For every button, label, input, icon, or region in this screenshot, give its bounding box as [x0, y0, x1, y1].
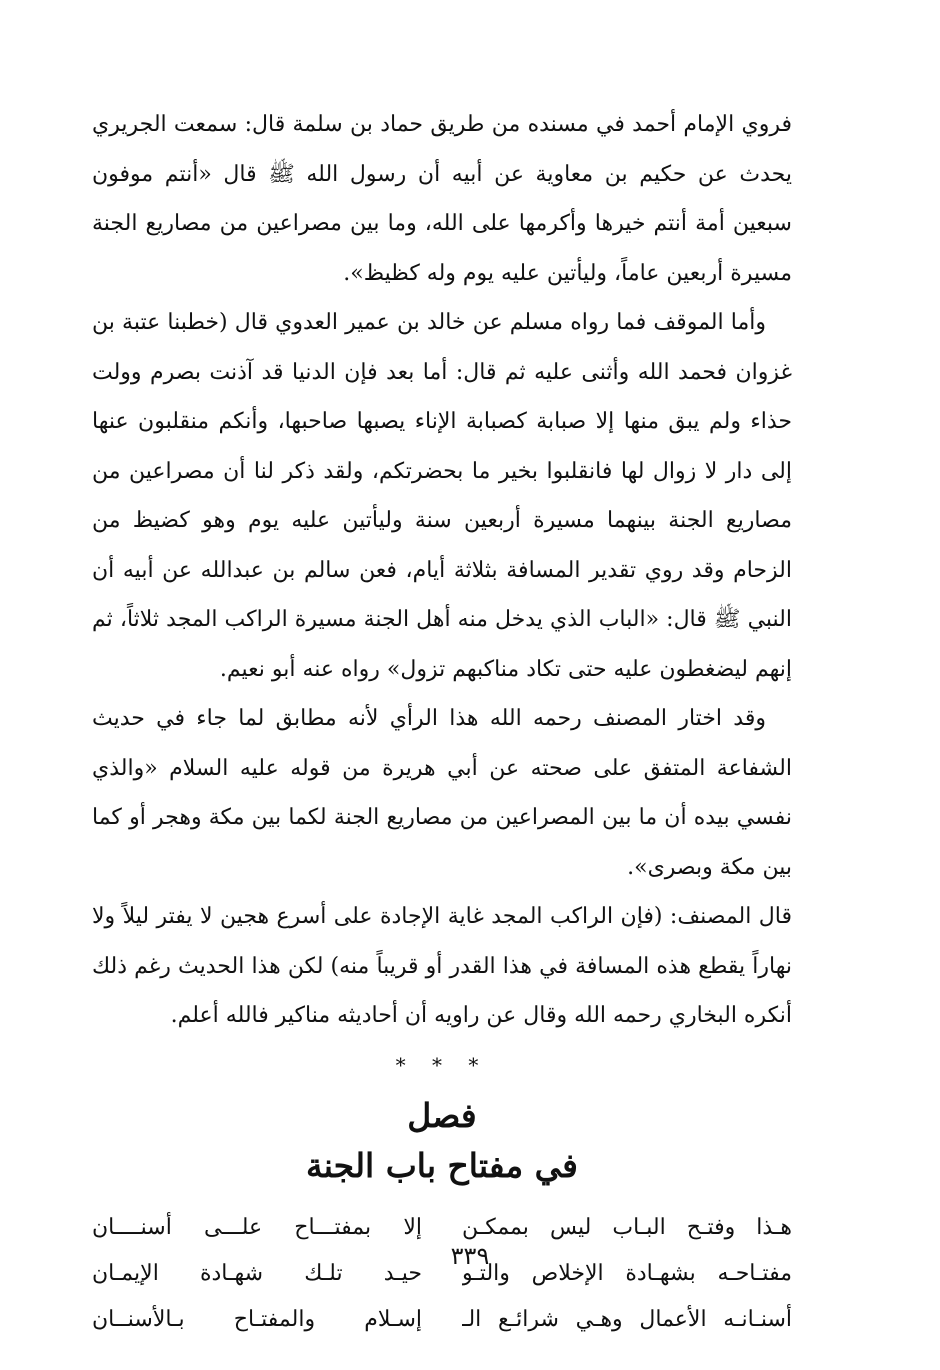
verse-second-hemistich: إسـلام والمفتـاح بـالأسنــان — [92, 1306, 422, 1332]
verse-second-hemistich: حيـد تلـك شهـادة الإيمـان — [92, 1260, 422, 1286]
paragraph-mawquf: وأما الموقف فما رواه مسلم عن خالد بن عمير العدوي قال (خطبنا عتبة بن غزوان فحمد الله وأثنى عليه ثم قال: أما بعد فإن الدنيا قد آذنت بصرم وولت حذاء ولم يبق منها إلا صبابة كصبابة الإناء يصبها صاحبها، وأنكم منقلبون عنها إلى دار لا زوال لها فانقلبوا بخير ما بحضرتكم، ولقد ذكر لنا أن مصراعين من مصاريع الجنة بينهما مسيرة أربعين سنة وليأتين عليه يوم وهو كضيظ من الزحام وقد روي تقدير المسافة بثلاثة أيام، فعن سالم بن عبدالله عن أبيه أن النبي ﷺ قال: «الباب الذي يدخل منه أهل الجنة مسيرة الراكب المجد ثلاثاً، ثم إنهم ليضغطون عليه حتى تكاد مناكبهم تزول» رواه عنه أبو نعيم. — [92, 310, 792, 682]
section-subtitle: في مفتاح باب الجنة — [306, 1145, 578, 1185]
paragraph-musannif-said: قال المصنف: (فإن الراكب المجد غاية الإجادة على أسرع هجين لا يفتر ليلاً ولا نهاراً يقطع هذه المسافة في هذا القدر أو قريباً منه) لكن هذا الحديث رغم ذلك أنكره البخاري رحمه الله وقال عن راويه أن أحاديثه مناكير فالله أعلم. — [92, 904, 792, 1028]
paragraph-musannif-choice: وقد اختار المصنف رحمه الله هذا الرأي لأنه مطابق لما جاء في حديث الشفاعة المتفق على صحته عن أبي هريرة من قوله عليه السلام «والذي نفسي بيده أن ما بين المصراعين من مصاريع الجنة لكما بين مكة وهجر أو كما بين مكة وبصرى». — [92, 706, 792, 880]
verse-second-hemistich: إلا بمفتـــاح علـــى أسنــــان — [92, 1214, 422, 1240]
verse-first-hemistich: مفتـاحـه بشهـادة الإخلاص والتـو — [462, 1260, 792, 1286]
verse-first-hemistich: أسنـانـه الأعمال وهـي شرائـع الـ — [462, 1306, 792, 1332]
poem — [92, 1205, 792, 1343]
section-title: فصل — [407, 1095, 477, 1135]
poem-verse — [92, 1297, 792, 1343]
paragraph-hadith-musnad: فروي الإمام أحمد في مسنده من طريق حماد بن سلمة قال: سمعت الجريري يحدث عن حكيم بن معاوية عن أبيه أن رسول الله ﷺ قال «أنتم موفون سبعين أمة أنتم خيرها وأكرمها على الله، وما بين مصراعين من مصاريع الجنة مسيرة أربعين عاماً، وليأتين عليه يوم وله كظيظ». — [92, 112, 792, 286]
verse-first-hemistich: هـذا وفتـح البـاب ليس بممكـن — [462, 1214, 792, 1240]
section-separator-stars: * * * — [395, 1052, 489, 1077]
page-number: ٣٣٩ — [450, 1242, 490, 1270]
